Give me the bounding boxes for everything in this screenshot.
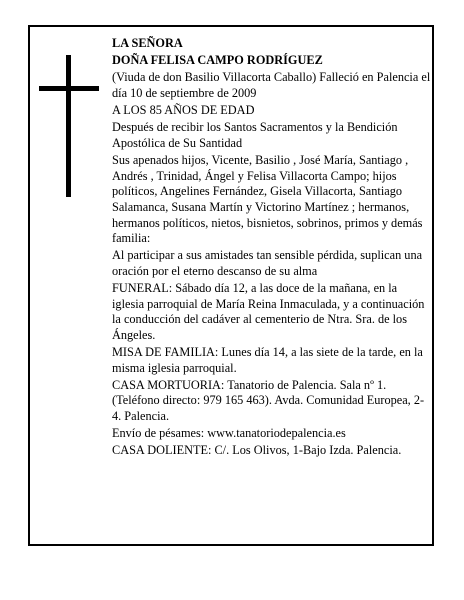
cross-icon (66, 55, 71, 197)
prayer-request: Al participar a sus amistades tan sensible pérdida, suplican una oración por el eterno descanso de su alma (112, 248, 423, 278)
sacraments-line: Después de recibir los Santos Sacramentos y la Bendición Apostólica de Su Santidad (112, 120, 398, 150)
notice-title: LA SEÑORA (112, 36, 183, 50)
condolences-info: Envío de pésames: www.tanatoriodepalencia.es (112, 426, 346, 441)
death-details: (Viuda de don Basilio Villacorta Caballo) Falleció en Palencia el día 10 de septiembre de 2009 (112, 70, 431, 100)
cross-icon-bar (39, 86, 99, 91)
mortuary-info: CASA MORTUORIA: Tanatorio de Palencia. Sala nº 1. (Teléfono directo: 979 165 463). Avda. Comunidad Europea, 2-4. Palencia. (112, 377, 425, 423)
deceased-name: DOÑA FELISA CAMPO RODRÍGUEZ (112, 53, 323, 68)
age-line: A LOS 85 AÑOS DE EDAD (112, 103, 255, 118)
family-home-info: CASA DOLIENTE: C/. Los Olivos, 1-Bajo Izda. Palencia. (112, 443, 402, 458)
notice-text (112, 36, 432, 461)
family-mass-info: MISA DE FAMILIA: Lunes día 14, a las siete de la tarde, en la misma iglesia parroquial. (112, 345, 423, 375)
family-list: Sus apenados hijos, Vicente, Basilio , José María, Santiago , Andrés , Trinidad, Ángel y Felisa Villacorta Campo; hijos políticos, Angelines Fernández, Gisela Villacorta, Santiago Salamanca, Susana Martín y Victorino Martínez ; hermanos, hermanos políticos, nietos, bisnietos, sobrinos, primos y demás familia: (112, 153, 423, 246)
funeral-info: FUNERAL: Sábado día 12, a las doce de la mañana, en la iglesia parroquial de María Reina Inmaculada, y a continuación la conducción del cadáver al cementerio de Ntra. Sra. de los Ángeles. (112, 281, 425, 342)
